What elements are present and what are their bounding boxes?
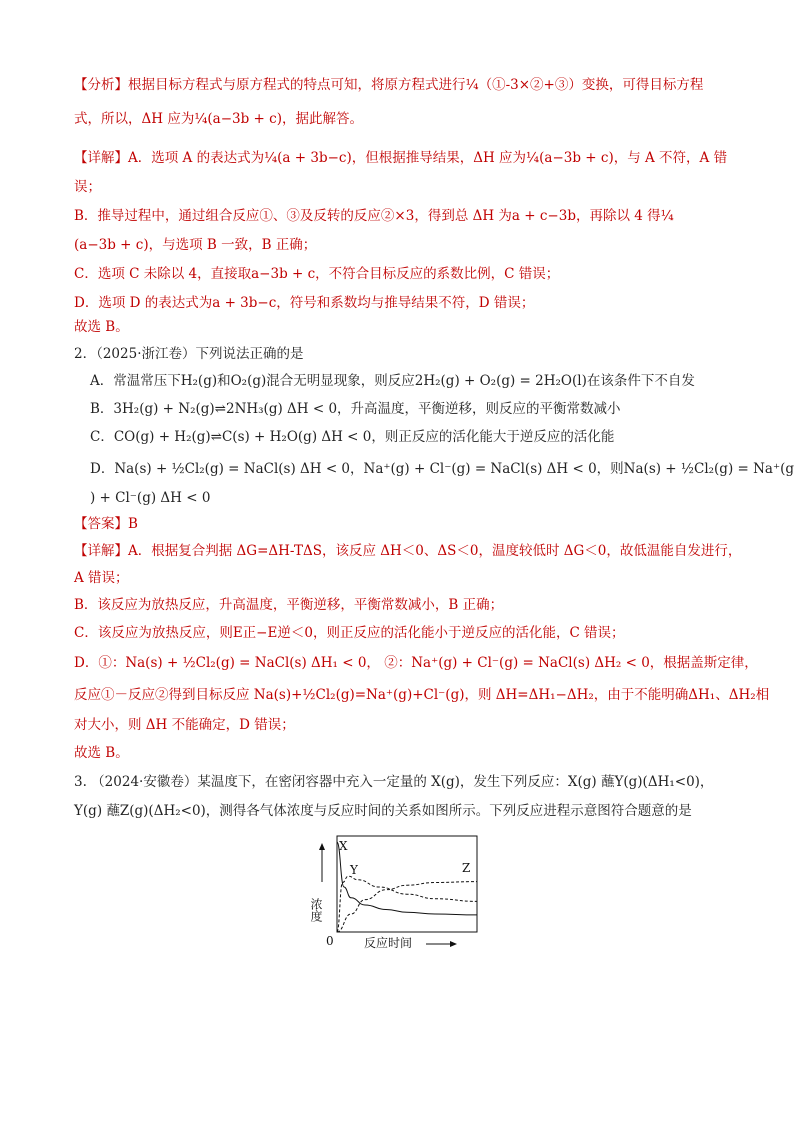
text-line: B．推导过程中，通过组合反应①、③及反转的反应②×3，得到总 ΔH 为a + c−3b，再除以 4 得¼ [74,208,674,224]
plot-frame [337,836,477,932]
text-line: 2．（2025·浙江卷）下列说法正确的是 [74,346,304,362]
text-line: (a−3b + c)，与选项 B 一致，B 正确； [74,237,317,253]
series-label-z: Z [462,861,471,875]
text-line: D．Na(s) + ½Cl₂(g) = NaCl(s) ΔH < 0，Na⁺(g) + Cl⁻(g) = NaCl(s) ΔH < 0，则Na(s) + ½Cl₂(g) = Na⁺(g [90,461,794,477]
text-line: 【分析】根据目标方程式与原方程式的特点可知，将原方程式进行¼（①-3×②+③）变换，可得目标方程 [74,77,704,93]
concentration-time-chart [309,834,486,954]
x-axis-label: 反应时间 [364,936,413,950]
text-line: A．常温常压下H₂(g)和O₂(g)混合无明显现象，则反应2H₂(g) + O₂(g) = 2H₂O(l)在该条件下不自发 [90,373,695,389]
text-line: B．该反应为放热反应，升高温度，平衡逆移，平衡常数减小，B 正确； [74,597,504,613]
text-line: 故选 B。 [74,745,129,761]
text-line: 【答案】B [74,516,138,532]
text-line: 故选 B。 [74,319,129,335]
text-line: C．该反应为放热反应，则E正−E逆＜0，则正反应的活化能小于逆反应的活化能，C 错误； [74,625,625,641]
text-line: C．CO(g) + H₂(g)⇌C(s) + H₂O(g) ΔH < 0，则正反应的活化能大于逆反应的活化能 [90,429,615,445]
y-axis-label: 浓度 [309,898,323,922]
text-line: 式，所以，ΔH 应为¼(a−3b + c)，据此解答。 [74,111,363,127]
text-line: 反应①－反应②得到目标反应 Na(s)+½Cl₂(g)=Na⁺(g)+Cl⁻(g)，则 ΔH=ΔH₁−ΔH₂，由于不能明确ΔH₁、ΔH₂相 [74,687,770,703]
series-line-z [337,882,477,932]
series-label-x: X [339,839,348,853]
text-line: 对大小，则 ΔH 不能确定，D 错误； [74,717,295,733]
text-line: 误； [74,179,101,195]
origin-label: 0 [326,934,334,948]
text-line: 3. （2024·安徽卷）某温度下，在密闭容器中充入一定量的 X(g)，发生下列反应：X(g) 蘸Y(g)(ΔH₁<0)， [74,774,714,790]
text-line: 【详解】A．根据复合判据 ΔG=ΔH-TΔS，该反应 ΔH＜0、ΔS＜0，温度较低时 ΔG＜0，故低温能自发进行， [74,543,742,559]
y-arrow-head [319,843,325,850]
text-line: Y(g) 蘸Z(g)(ΔH₂<0)，测得各气体浓度与反应时间的关系如图所示。下列反应进程示意图符合题意的是 [74,803,692,819]
series-line-y [337,876,477,932]
text-line: B．3H₂(g) + N₂(g)⇌2NH₃(g) ΔH < 0，升高温度，平衡逆移，则反应的平衡常数减小 [90,401,621,417]
text-line: C．选项 C 未除以 4，直接取a−3b + c，不符合目标反应的系数比例，C 错误； [74,266,560,282]
text-line: D．①：Na(s) + ½Cl₂(g) = NaCl(s) ΔH₁ < 0， ②：Na⁺(g) + Cl⁻(g) = NaCl(s) ΔH₂ < 0，根据盖斯定律， [74,655,758,671]
text-line: ) + Cl⁻(g) ΔH < 0 [90,490,211,506]
series-line-x [337,842,477,915]
x-arrow-head [450,941,457,947]
series-layer [337,839,477,932]
text-line: A 错误； [74,570,129,586]
series-label-y: Y [350,863,358,877]
text-line: D．选项 D 的表达式为a + 3b−c，符号和系数均与推导结果不符，D 错误； [74,295,535,311]
text-line: 【详解】A．选项 A 的表达式为¼(a + 3b−c)，但根据推导结果，ΔH 应为¼(a−3b + c)，与 A 不符，A 错 [74,150,728,166]
